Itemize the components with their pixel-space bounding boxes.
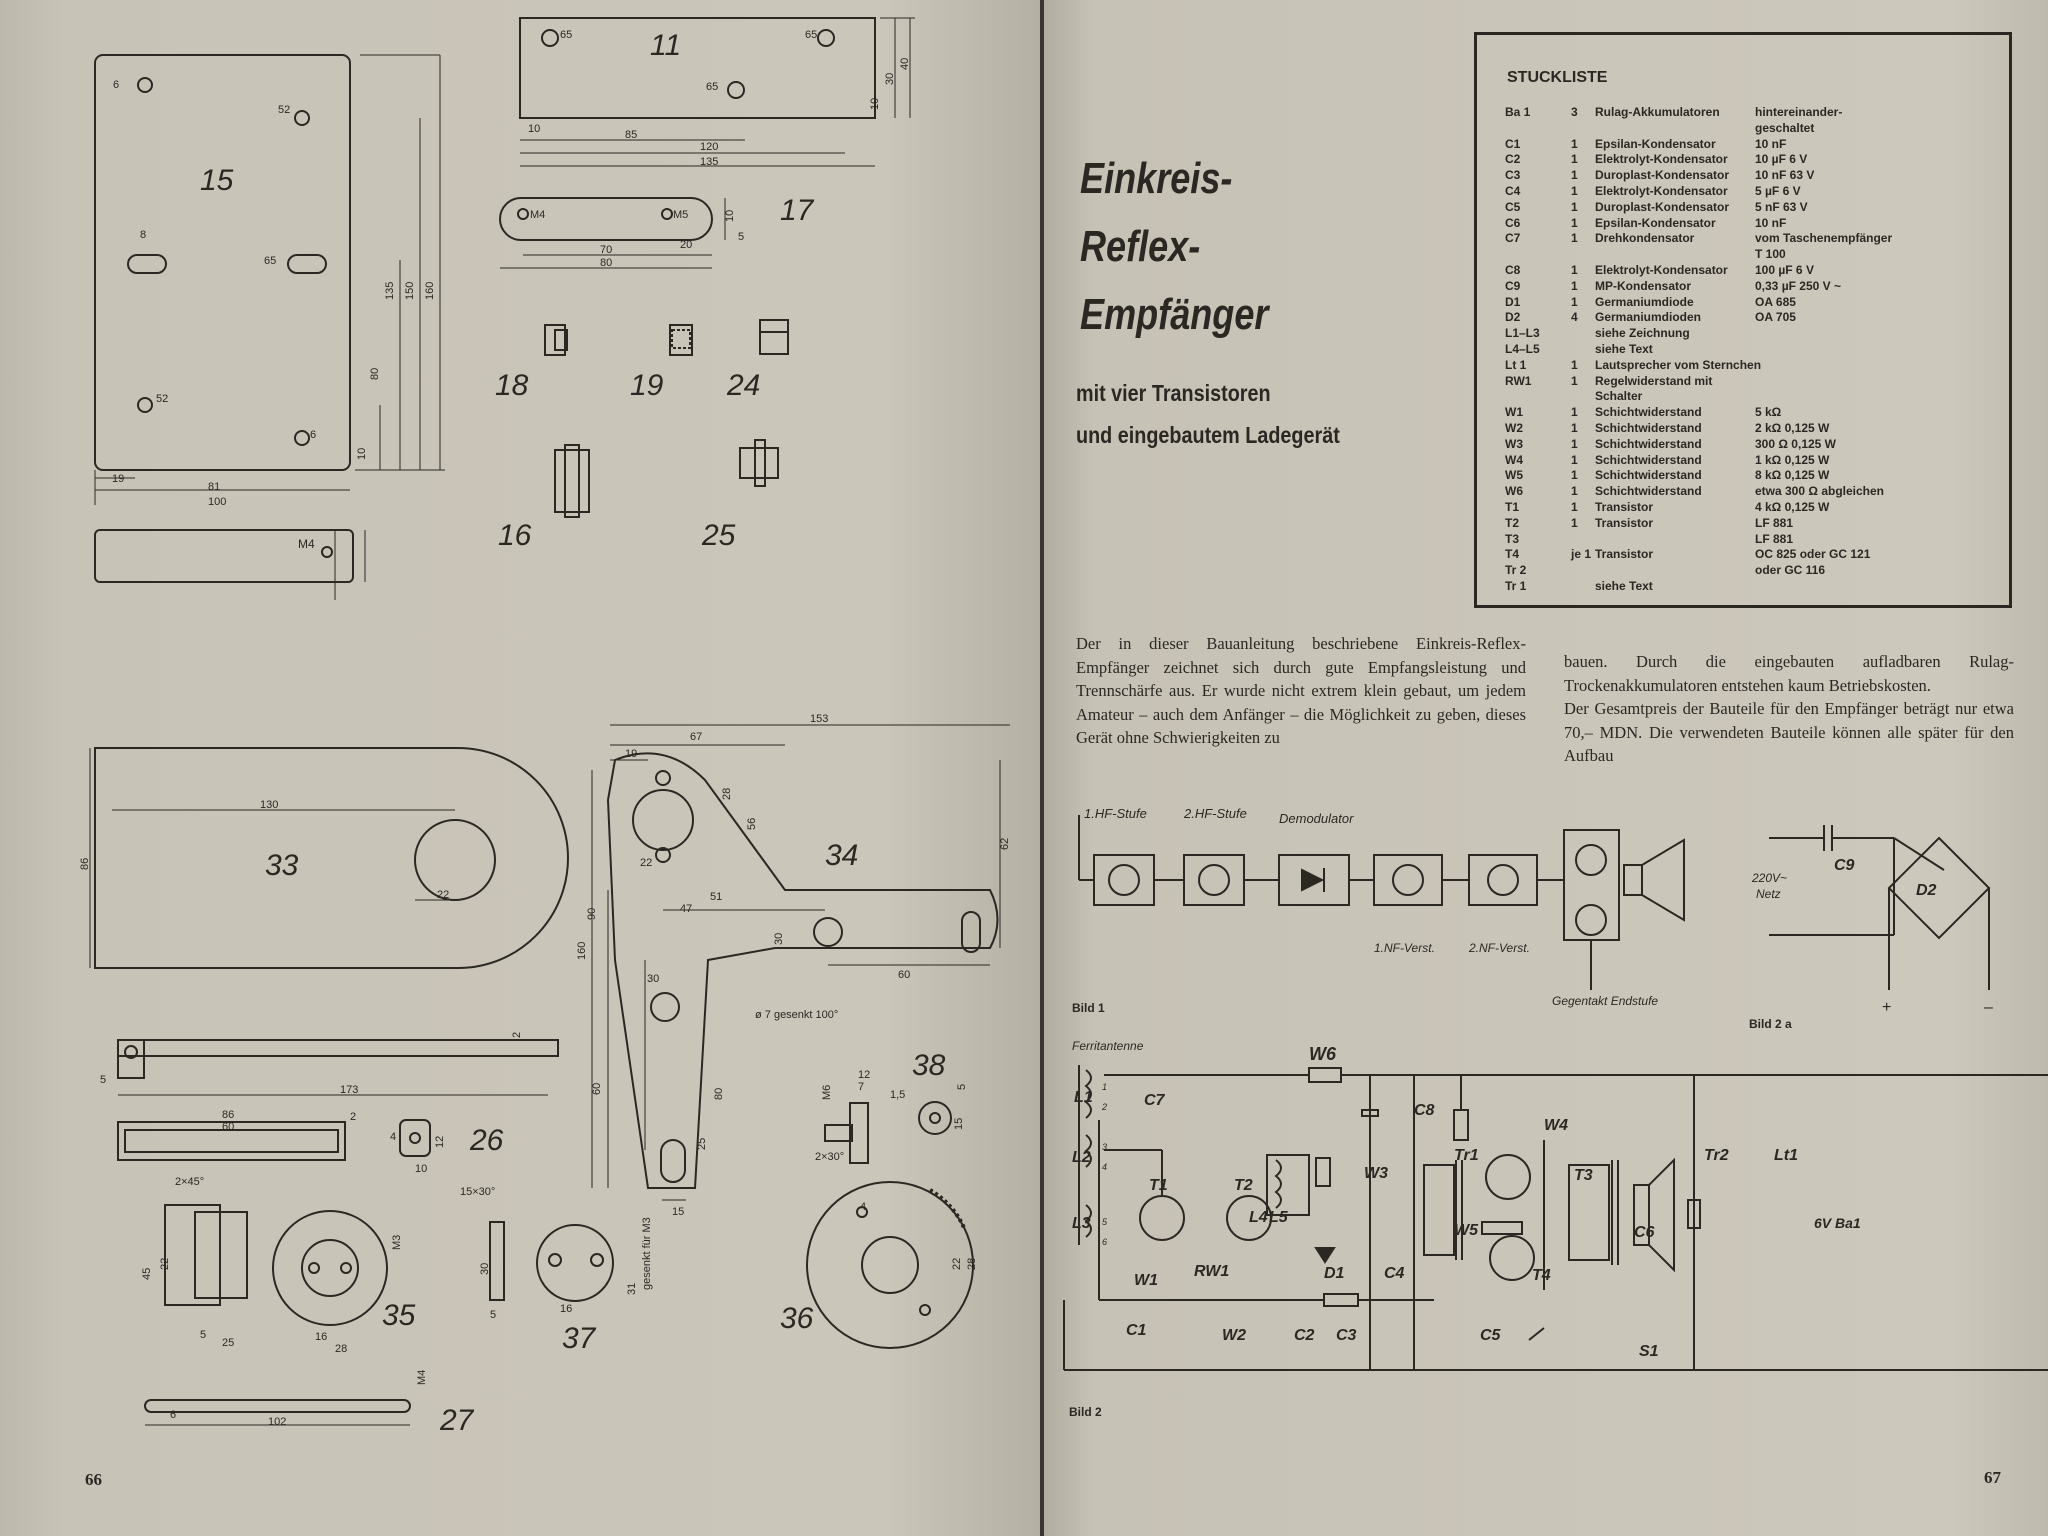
charger-label: – [1984, 999, 1993, 1016]
dimension-label: 28 [721, 787, 733, 800]
dimension-label: 10 [724, 209, 736, 222]
dimension-label: 86 [79, 857, 91, 870]
thread-label: M5 [673, 209, 689, 221]
dimension-label: 160 [576, 941, 588, 960]
paragraph: bauen. Durch die eingebauten aufladbaren Rulag-Trockenakkumulatoren entstehen kaum Betriebskosten. [1564, 652, 2014, 695]
parts-list-des: Lt 1 [1505, 357, 1527, 372]
schematic-label: L3 [1072, 1215, 1091, 1232]
parts-list-val: hintereinander- [1755, 105, 1843, 119]
schematic-label: C8 [1414, 1102, 1435, 1119]
diagram-labels [1069, 806, 1993, 1419]
dimension-label: 5 [956, 1083, 968, 1090]
parts-list-qty: 1 [1571, 405, 1578, 420]
dimension-label: 130 [260, 799, 279, 811]
part-number: 25 [702, 519, 736, 552]
dimension-label: 22 [159, 1257, 171, 1270]
dimension-label: 100 [208, 496, 227, 508]
parts-list-desc: Schichtwiderstand [1595, 421, 1702, 435]
dimension-label: 6 [170, 1409, 177, 1421]
parts-list-title: STUCKLISTE [1507, 69, 1608, 86]
thread-label: M4 [298, 537, 315, 551]
dimension-label: 10 [869, 97, 881, 110]
schematic-label: RW1 [1194, 1263, 1230, 1280]
parts-list-desc: Germaniumdioden [1595, 310, 1702, 325]
parts-list-val: 100 µF 6 V [1755, 263, 1814, 277]
part-33-plate [95, 748, 568, 968]
dimension-label: 22 [640, 857, 653, 869]
dimension-label: 135 [700, 156, 719, 168]
parts-list-qty: je 1 [1571, 547, 1592, 562]
parts-list-des: RW1 [1505, 373, 1532, 388]
dimension-label: 60 [222, 1121, 235, 1133]
schematic-label: 6 [1102, 1237, 1108, 1247]
dimension-label: 120 [700, 141, 719, 153]
dimension-label: 19 [625, 748, 638, 760]
dimension-label: 10 [415, 1163, 428, 1175]
parts-list-des: T3 [1505, 531, 1520, 546]
parts-list-val: OA 685 [1755, 294, 1796, 309]
dimension-label: 7 [858, 1081, 865, 1093]
parts-list-des: D1 [1505, 294, 1521, 309]
parts-list-des: Ba 1 [1505, 105, 1531, 119]
parts-list-val: LF 881 [1755, 515, 1794, 530]
parts-list-desc: Schichtwiderstand [1595, 405, 1702, 420]
parts-list-qty: 1 [1571, 136, 1578, 151]
schematic-label: L4 [1249, 1209, 1268, 1226]
parts-list-val: 10 nF 63 V [1755, 168, 1815, 183]
dimension-label: 15 [672, 1206, 685, 1218]
part-number: 15 [200, 164, 234, 197]
dimension-label: 47 [680, 903, 693, 915]
dimension-label: 62 [999, 837, 1011, 850]
parts-list-desc: Schichtwiderstand [1595, 436, 1702, 451]
parts-list-qty: 1 [1571, 484, 1578, 499]
schematic-label: W6 [1309, 1044, 1336, 1064]
parts-list-desc: Schichtwiderstand [1595, 484, 1702, 499]
schematic-label: L5 [1269, 1209, 1288, 1226]
parts-list-qty: 1 [1571, 500, 1578, 514]
part-number: 27 [440, 1404, 474, 1437]
part-number: 17 [780, 194, 814, 227]
part-number: 26 [470, 1124, 504, 1157]
parts-list-des: D2 [1505, 310, 1521, 325]
parts-list-val: T 100 [1755, 247, 1786, 262]
dimension-label: 16 [560, 1303, 573, 1315]
dimension-label: 20 [680, 239, 693, 251]
dimension-label: 30 [773, 932, 785, 945]
parts-list-val: oder GC 116 [1755, 563, 1826, 578]
parts-list-desc: Elektrolyt-Kondensator [1595, 152, 1728, 167]
dimension-label: 12 [858, 1069, 871, 1081]
parts-list-val: 5 kΩ [1755, 405, 1782, 420]
block-label: Gegentakt Endstufe [1552, 994, 1659, 1008]
dimension-label: 5 [490, 1309, 497, 1321]
parts-list-des: Tr 1 [1505, 579, 1527, 593]
part-number: 36 [780, 1302, 814, 1335]
figure-caption: Bild 2 [1069, 1405, 1102, 1419]
parts-list-des: T2 [1505, 515, 1520, 530]
parts-list-val: etwa 300 Ω abgleichen [1755, 484, 1885, 499]
parts-list-des: C1 [1505, 136, 1521, 151]
parts-list-val: 300 Ω 0,125 W [1755, 436, 1836, 451]
dimension-label: 80 [600, 257, 613, 269]
parts-list-des: W5 [1505, 468, 1523, 483]
dimension-label: 65 [805, 29, 818, 41]
dimension-label: 30 [479, 1262, 491, 1275]
thread-label: M3 [391, 1234, 403, 1250]
schematic-label: Tr2 [1704, 1147, 1729, 1164]
schematic-label: L1 [1074, 1089, 1093, 1106]
block-label: 2.NF-Verst. [1469, 941, 1530, 955]
dimension-label: 19 [112, 473, 125, 485]
parts-list-des: Tr 2 [1505, 563, 1527, 578]
dimension-label: 173 [340, 1084, 359, 1096]
block-label: 1.NF-Verst. [1374, 941, 1435, 955]
dimension-label: 5 [200, 1329, 207, 1341]
dimension-label: 8 [140, 229, 147, 241]
schematic-label: D1 [1324, 1265, 1345, 1282]
schematic-label: 3 [1102, 1142, 1108, 1152]
parts-list-desc: siehe Text [1595, 342, 1653, 356]
dimension-label: 10 [528, 123, 541, 135]
parts-list-qty: 1 [1571, 515, 1578, 530]
parts-list-qty: 1 [1571, 357, 1578, 372]
part-15-plate [95, 55, 350, 470]
dimension-label: 135 [384, 281, 396, 300]
dimension-label: 22 [951, 1257, 963, 1270]
title-line: Empfänger [1080, 290, 1269, 339]
schematic-label: 2 [1102, 1102, 1108, 1112]
schematic-label: T3 [1574, 1167, 1593, 1184]
parts-list-qty: 1 [1571, 278, 1578, 293]
schematic-label: T1 [1149, 1177, 1168, 1194]
parts-list-val: 10 nF [1755, 215, 1787, 230]
dimension-label: 81 [208, 481, 221, 493]
parts-list-des: L4–L5 [1505, 342, 1540, 356]
dimension-label: 15 [953, 1117, 965, 1130]
page-number-right: 67 [1984, 1468, 2001, 1487]
part-number: 16 [498, 519, 532, 552]
schematic-label: W1 [1134, 1272, 1158, 1289]
schematic-label: 5 [1102, 1217, 1108, 1227]
figure-caption: Bild 1 [1072, 1001, 1105, 1015]
schematic-label: C6 [1634, 1224, 1655, 1241]
dimension-label: 60 [898, 969, 911, 981]
charger-label: + [1882, 999, 1892, 1016]
parts-list-des: C2 [1505, 152, 1521, 167]
parts-list-des: C4 [1505, 184, 1521, 198]
parts-list-val: 10 nF [1755, 136, 1787, 151]
charger-label: C9 [1834, 857, 1855, 874]
parts-list-desc: Transistor [1595, 500, 1654, 514]
right-page [1044, 0, 2048, 1536]
dimension-label: 22 [437, 889, 450, 901]
parts-list-qty: 1 [1571, 215, 1578, 230]
dimension-label: 80 [369, 367, 381, 380]
parts-list-qty: 1 [1571, 452, 1578, 467]
parts-list-desc: Germaniumdiode [1595, 294, 1694, 309]
part-number: 37 [562, 1322, 596, 1355]
parts-list-val: geschaltet [1755, 120, 1815, 135]
title-line: Einkreis- [1080, 154, 1233, 203]
parts-list-qty: 1 [1571, 468, 1578, 483]
dimension-label: 60 [591, 1082, 603, 1095]
parts-list-desc: Schichtwiderstand [1595, 452, 1702, 467]
page-number-left: 66 [85, 1470, 102, 1489]
dimension-label: 51 [710, 891, 723, 903]
parts-list-qty: 1 [1571, 373, 1578, 388]
dimension-label: 80 [713, 1087, 725, 1100]
dimension-label: 85 [625, 129, 638, 141]
schematic-label: C2 [1294, 1327, 1315, 1344]
dimension-label: 45 [141, 1267, 153, 1280]
note-label: ø 7 gesenkt 100° [755, 1009, 839, 1021]
schematic-label: C3 [1336, 1327, 1357, 1344]
note-label: 2×45° [175, 1176, 205, 1188]
charger-label: D2 [1916, 882, 1937, 899]
dimension-label: 86 [222, 1109, 235, 1121]
schematic-label: L2 [1072, 1149, 1091, 1166]
parts-list-val: 10 µF 6 V [1755, 152, 1808, 167]
dimension-label: 25 [696, 1137, 708, 1150]
parts-list-val: LF 881 [1755, 531, 1794, 546]
parts-list-val: 0,33 µF 250 V ~ [1755, 278, 1841, 293]
dimension-label: 150 [404, 281, 416, 300]
parts-list-desc: Transistor [1595, 547, 1654, 562]
dimension-label: 6 [310, 429, 317, 441]
parts-list-qty: 1 [1571, 199, 1578, 214]
paragraph: Der Gesamtpreis der Bauteile für den Empfänger beträgt nur etwa 70,– MDN. Die verwendeten Bauteile können alle später für den Aufbau [1564, 699, 2014, 765]
thread-label: M6 [821, 1084, 833, 1100]
dimension-label: 16 [315, 1331, 328, 1343]
parts-list-desc: Epsilan-Kondensator [1595, 215, 1716, 230]
parts-list-des: W3 [1505, 436, 1523, 451]
schematic-label: W3 [1364, 1165, 1388, 1182]
parts-list-desc: Rulag-Akkumulatoren [1595, 105, 1720, 119]
title-line: Reflex- [1080, 222, 1201, 271]
parts-list-des: C7 [1505, 231, 1521, 246]
parts-list-desc: siehe Zeichnung [1595, 326, 1690, 341]
parts-list-desc: Elektrolyt-Kondensator [1595, 184, 1728, 198]
dimension-label: 4 [860, 1201, 867, 1213]
schematic-label: C7 [1144, 1092, 1165, 1109]
dimension-label: 6 [113, 79, 120, 91]
schematic-label: Ferritantenne [1072, 1039, 1144, 1053]
dimension-label: 153 [810, 713, 829, 725]
parts-list-des: C3 [1505, 168, 1521, 183]
parts-list-qty: 3 [1571, 105, 1578, 119]
schematic-label: C5 [1480, 1327, 1501, 1344]
dimension-label: 102 [268, 1416, 287, 1428]
schematic-label: C4 [1384, 1265, 1405, 1282]
dimension-label: 25 [222, 1337, 235, 1349]
dimension-label: 1,5 [890, 1089, 906, 1101]
parts-list-val: 5 nF 63 V [1755, 199, 1808, 214]
parts-list-desc: Regelwiderstand mit [1595, 373, 1713, 388]
block-label: Demodulator [1279, 811, 1354, 826]
parts-list-val: vom Taschenempfänger [1755, 231, 1893, 246]
parts-list-des: L1–L3 [1505, 326, 1540, 341]
schematic-label: 1 [1102, 1082, 1108, 1092]
dimension-label: 160 [424, 281, 436, 300]
parts-list-qty: 1 [1571, 294, 1578, 309]
charger-label: 220V~ [1752, 871, 1788, 885]
parts-list-val: OA 705 [1755, 310, 1796, 325]
schematic-label: C1 [1126, 1322, 1147, 1339]
dimension-label: 40 [899, 57, 911, 70]
parts-list-val: OC 825 oder GC 121 [1755, 547, 1871, 562]
dimension-label: 5 [100, 1074, 107, 1086]
dimension-label: 52 [278, 104, 291, 116]
dimension-label: 31 [626, 1282, 638, 1295]
parts-list-desc: Epsilan-Kondensator [1595, 136, 1716, 151]
parts-list-des: C9 [1505, 278, 1521, 293]
dimension-label: 4 [390, 1131, 397, 1143]
parts-list-qty: 1 [1571, 231, 1578, 246]
schematic-label: W5 [1454, 1222, 1478, 1239]
parts-list-desc: Duroplast-Kondensator [1595, 199, 1730, 214]
parts-list-des: T4 [1505, 547, 1520, 562]
parts-list-des: W6 [1505, 484, 1523, 499]
dimension-label: 52 [156, 393, 169, 405]
part-number: 18 [495, 369, 529, 402]
dimension-label: 67 [690, 731, 703, 743]
parts-list-qty: 1 [1571, 168, 1578, 183]
parts-list-desc: siehe Text [1595, 579, 1653, 593]
parts-list-des: C5 [1505, 199, 1521, 214]
parts-list-des: C6 [1505, 215, 1521, 230]
schematic-label: W4 [1544, 1117, 1568, 1134]
dimension-label: 30 [647, 973, 660, 985]
parts-list-val: 2 kΩ 0,125 W [1755, 421, 1830, 435]
parts-list-qty: 4 [1571, 310, 1578, 325]
parts-list-desc: Drehkondensator [1595, 231, 1695, 246]
parts-list-qty: 1 [1571, 152, 1578, 167]
parts-list-desc: Lautsprecher vom Sternchen [1595, 357, 1762, 372]
parts-list-des: W1 [1505, 405, 1523, 420]
block-label: 1.HF-Stufe [1084, 806, 1147, 821]
parts-list-desc: Schichtwiderstand [1595, 468, 1702, 483]
dimension-label: 56 [746, 817, 758, 830]
paragraph: Der in dieser Bauanleitung beschriebene Einkreis-Reflex-Empfänger zeichnet sich durch gute Empfangsleistung und Trennschärfe aus. Er wurde nicht extrem klein gebaut, um jedem Amateur – auch dem Anfänger – die Möglichkeit zu geben, dieses Gerät ohne Schwierigkeiten zu [1076, 634, 1526, 747]
part-number: 33 [265, 849, 299, 882]
parts-list-val: 1 kΩ 0,125 W [1755, 452, 1830, 467]
part-number: 19 [630, 369, 664, 402]
schematic-label: T4 [1532, 1267, 1551, 1284]
schematic-label: Tr1 [1454, 1147, 1479, 1164]
note-label: 2×30° [815, 1151, 845, 1163]
parts-list-qty: 1 [1571, 184, 1578, 198]
parts-list-desc: Elektrolyt-Kondensator [1595, 263, 1728, 277]
part-number: 11 [650, 29, 682, 62]
block-label: 2.HF-Stufe [1184, 806, 1247, 821]
schematic-label: Lt1 [1774, 1147, 1798, 1164]
dimension-label: 65 [560, 29, 573, 41]
dimension-label: 5 [738, 231, 745, 243]
charger-label: Netz [1756, 887, 1781, 901]
part-number: 34 [825, 839, 859, 872]
parts-list-qty: 1 [1571, 436, 1578, 451]
dimension-label: 65 [264, 255, 277, 267]
subtitle-line: und eingebautem Ladegerät [1076, 422, 1340, 448]
note-label: gesenkt für M3 [641, 1217, 653, 1290]
dimension-label: 28 [335, 1343, 348, 1355]
schematic-label: S1 [1639, 1343, 1659, 1360]
parts-list-des: T1 [1505, 500, 1520, 514]
thread-label: M4 [530, 209, 546, 221]
parts-list-desc: Transistor [1595, 515, 1654, 530]
dimension-label: 12 [434, 1135, 446, 1148]
dimension-label: 10 [356, 447, 368, 460]
parts-list-val: 4 kΩ 0,125 W [1755, 500, 1830, 514]
part-number: 24 [727, 369, 761, 402]
circuit-diagrams [1044, 0, 2048, 1536]
dimension-label: 90 [586, 907, 598, 920]
parts-list-des: W4 [1505, 452, 1523, 467]
parts-list-desc: Schalter [1595, 389, 1643, 404]
parts-list-qty: 1 [1571, 263, 1578, 277]
dimension-label: 30 [884, 72, 896, 85]
schematic-label: T2 [1234, 1177, 1253, 1194]
subtitle-line: mit vier Transistoren [1076, 380, 1271, 406]
schematic-label: 6V Ba1 [1814, 1215, 1861, 1231]
parts-list-val: 8 kΩ 0,125 W [1755, 468, 1830, 483]
part-number: 35 [382, 1299, 416, 1332]
figure-caption: Bild 2 a [1749, 1017, 1792, 1031]
schematic-label: W2 [1222, 1327, 1246, 1344]
dimension-label: 2 [511, 1031, 523, 1038]
parts-list-val: 5 µF 6 V [1755, 184, 1801, 198]
thread-label: M4 [416, 1369, 428, 1385]
parts-list-desc: Duroplast-Kondensator [1595, 168, 1730, 183]
schematic-label: 4 [1102, 1162, 1108, 1172]
note-label: 15×30° [460, 1186, 496, 1198]
dimension-label: 65 [706, 81, 719, 93]
parts-list-des: W2 [1505, 421, 1523, 435]
dimension-label: 28 [966, 1257, 978, 1270]
dimension-label: 2 [350, 1111, 357, 1123]
part-34-bracket [608, 753, 998, 1188]
parts-list-des: C8 [1505, 263, 1521, 277]
parts-list-qty: 1 [1571, 421, 1578, 435]
parts-list-desc: MP-Kondensator [1595, 278, 1691, 293]
part-number: 38 [912, 1049, 946, 1082]
dimension-label: 70 [600, 244, 613, 256]
